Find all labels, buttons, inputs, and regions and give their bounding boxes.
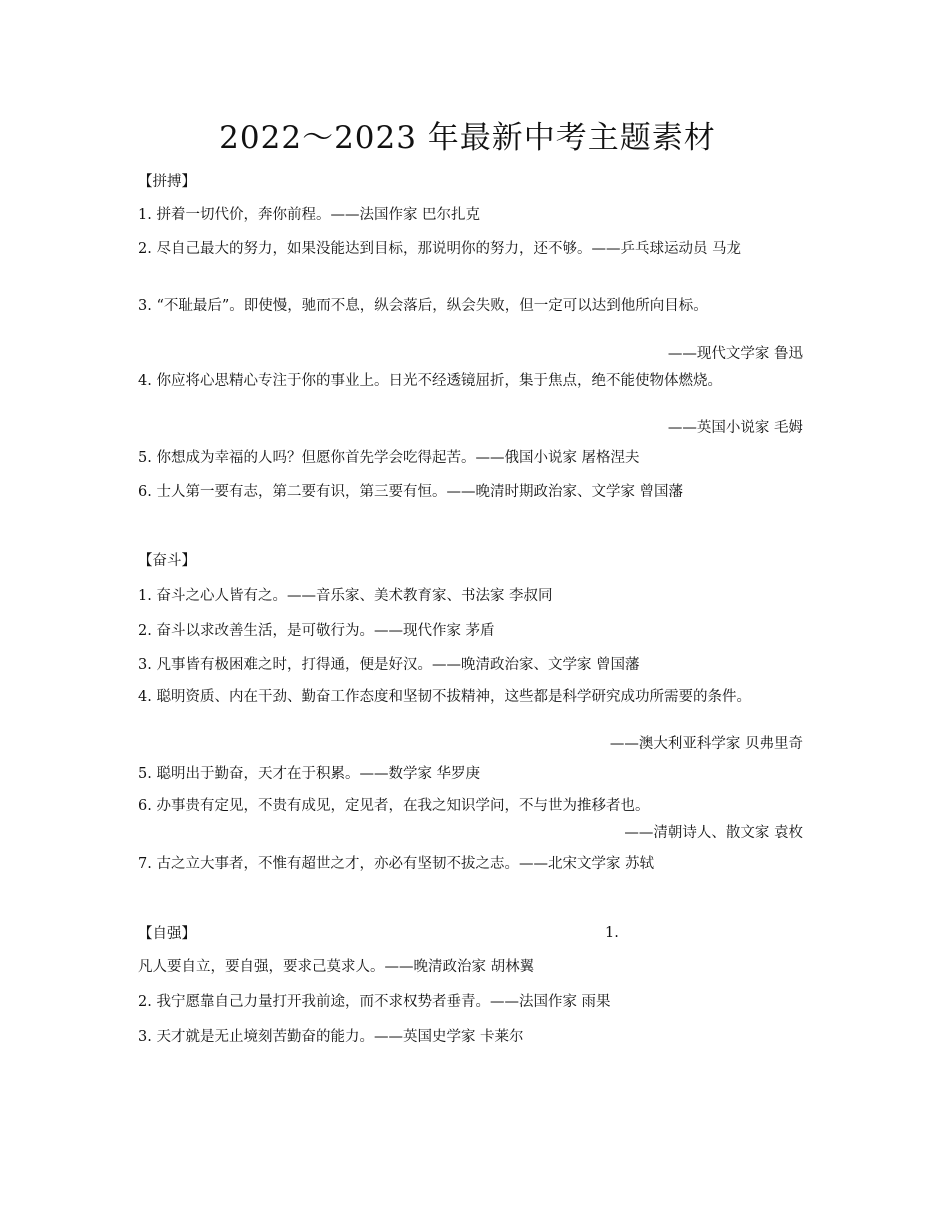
quote-attribution: ——英国小说家 毛姆 xyxy=(667,420,803,436)
quote-line: 凡人要自立，要自强，要求己莫求人。——晚清政治家 胡林翼 xyxy=(138,959,535,975)
quote-line: 3. 天才就是无止境刻苦勤奋的能力。——英国史学家 卡莱尔 xyxy=(138,1029,524,1045)
quote-line: 4. 聪明资质、内在干劲、勤奋工作态度和坚韧不拔精神，这些都是科学研究成功所需要的条件。 xyxy=(138,689,751,705)
page-title: 2022～2023 年最新中考主题素材 xyxy=(219,120,716,156)
quote-attribution: ——清朝诗人、散文家 袁枚 xyxy=(624,825,803,841)
section-heading-pinbo: 【拼搏】 xyxy=(138,174,196,190)
quote-line: 1. 奋斗之心人皆有之。——音乐家、美术教育家、书法家 李叔同 xyxy=(138,588,553,604)
quote-line: 7. 古之立大事者，不惟有超世之才，亦必有坚韧不拔之志。——北宋文学家 苏轼 xyxy=(138,856,655,872)
quote-line: 3. “不耻最后”。即使慢，驰而不息，纵会落后，纵会失败，但一定可以达到他所向目标。 xyxy=(138,298,708,314)
list-number: 1. xyxy=(605,925,619,941)
quote-line: 3. 凡事皆有极困难之时，打得通，便是好汉。——晚清政治家、文学家 曾国藩 xyxy=(138,657,640,673)
quote-line: 4. 你应将心思精心专注于你的事业上。日光不经透镜屈折，集于焦点，绝不能使物体燃烧。 xyxy=(138,373,722,389)
section-heading-fendou: 【奋斗】 xyxy=(138,553,196,569)
quote-line: 5. 你想成为幸福的人吗？但愿你首先学会吃得起苦。——俄国小说家 屠格涅夫 xyxy=(138,450,640,466)
quote-attribution: ——澳大利亚科学家 贝弗里奇 xyxy=(609,736,803,752)
quote-line: 1. 拼着一切代价，奔你前程。——法国作家 巴尔扎克 xyxy=(138,207,481,223)
quote-line: 2. 我宁愿靠自己力量打开我前途，而不求权势者垂青。——法国作家 雨果 xyxy=(138,994,611,1010)
quote-line: 5. 聪明出于勤奋，天才在于积累。——数学家 华罗庚 xyxy=(138,766,481,782)
quote-line: 2. 尽自己最大的努力，如果没能达到目标，那说明你的努力，还不够。——乒乓球运动员 马龙 xyxy=(138,241,742,257)
quote-line: 6. 办事贵有定见，不贵有成见，定见者，在我之知识学问，不与世为推移者也。 xyxy=(138,798,650,814)
section-heading-ziqiang: 【自强】 xyxy=(138,926,196,942)
quote-line: 6. 士人第一要有志，第二要有识，第三要有恒。——晚清时期政治家、文学家 曾国藩 xyxy=(138,484,684,500)
quote-line: 2. 奋斗以求改善生活，是可敬行为。——现代作家 茅盾 xyxy=(138,623,495,639)
quote-attribution: ——现代文学家 鲁迅 xyxy=(667,346,803,362)
